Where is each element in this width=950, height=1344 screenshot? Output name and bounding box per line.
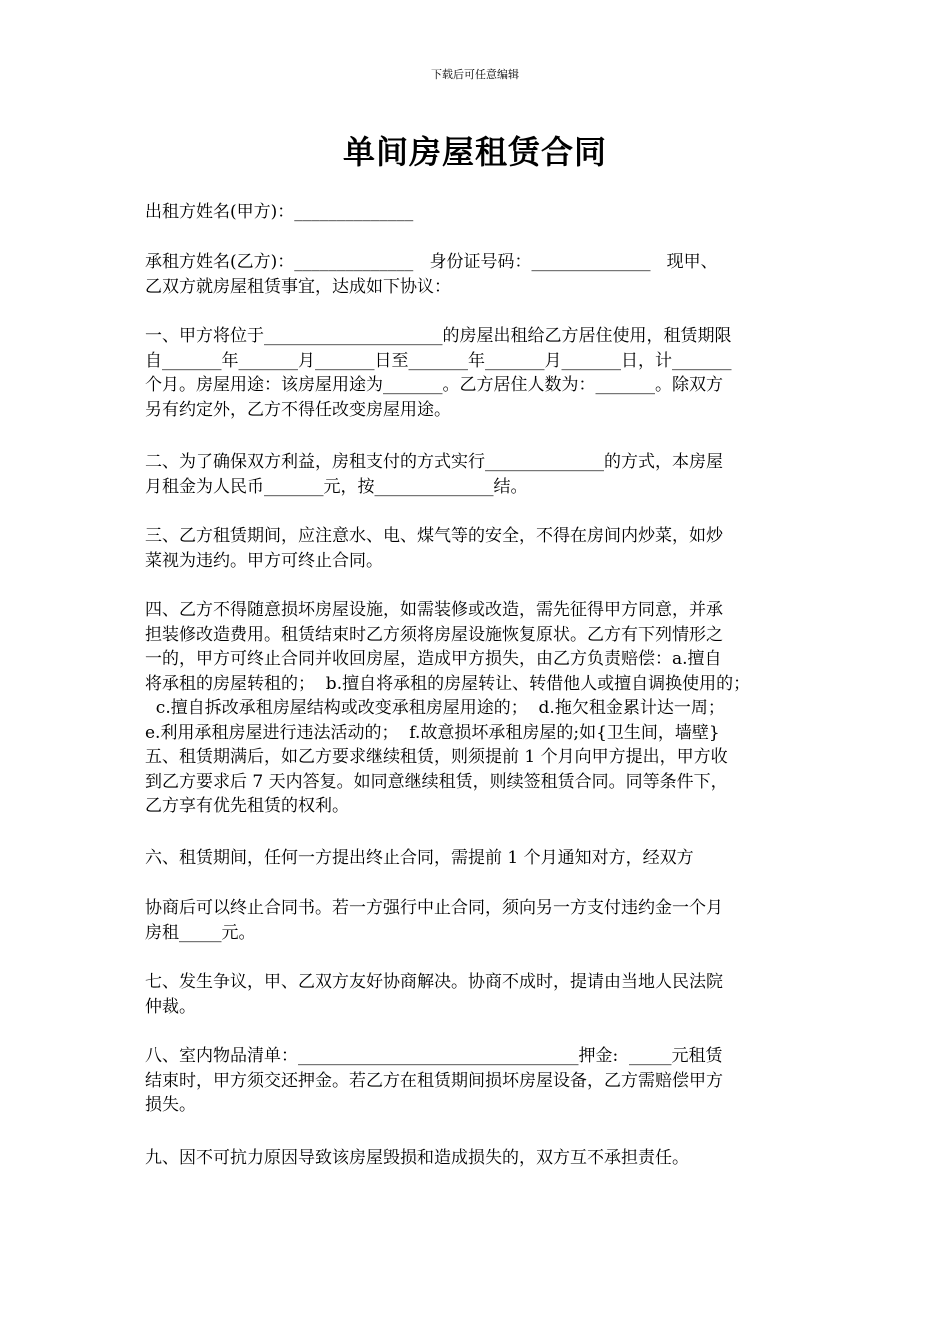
header-note: 下载后可任意编辑: [431, 68, 519, 81]
clause-paragraph: [145, 250, 825, 299]
clause-line: 仲裁。: [145, 996, 196, 1017]
clause-line: 九、因不可抗力原因导致该房屋毁损和造成损失的，双方互不承担责任。: [145, 1148, 689, 1168]
clause-line: 另有约定外，乙方不得任改变房屋用途。: [145, 399, 451, 420]
clause-line: 损失。: [145, 1095, 196, 1115]
clause-line: 个月。房屋用途：该房屋用途为_______。乙方居住人数为：_______。除双方: [145, 375, 723, 395]
clause-line: 自_______年_______月_______日至_______年_______月_______日，计_______: [145, 350, 732, 371]
clause-paragraph: [145, 1146, 825, 1171]
clause-paragraph: [145, 200, 825, 225]
clause-line: 五、租赁期满后，如乙方要求继续租赁，则须提前 1 个月向甲方提出，甲方收: [145, 747, 728, 767]
clause-line: 承租方姓名(乙方)：______________ 身份证号码：______________ 现甲、: [145, 252, 718, 272]
clause-paragraph: [145, 970, 825, 1019]
clause-line: 二、为了确保双方利益，房租支付的方式实行______________的方式，本房屋: [145, 452, 723, 472]
clause-line: 六、租赁期间，任何一方提出终止合同，需提前 1 个月通知对方，经双方: [145, 848, 694, 868]
clause-paragraph: [145, 450, 825, 499]
clause-line: 菜视为违约。甲方可终止合同。: [145, 550, 383, 571]
clause-line: 乙双方就房屋租赁事宜，达成如下协议：: [145, 276, 451, 297]
clause-line: 房租_____元。: [145, 922, 256, 943]
clause-line: 七、发生争议，甲、乙双方友好协商解决。协商不成时，提请由当地人民法院: [145, 972, 723, 992]
clause-line: 出租方姓名(甲方)：______________: [145, 202, 414, 222]
clause-line: 四、乙方不得随意损坏房屋设施，如需装修或改造，需先征得甲方同意，并承: [145, 600, 723, 620]
clause-paragraph: [145, 1044, 825, 1118]
clause-line: 协商后可以终止合同书。若一方强行中止合同，须向另一方支付违约金一个月: [145, 898, 723, 918]
clause-paragraph: [145, 324, 825, 422]
clause-line: 八、室内物品清单：_________________________________押金: _____元租赁: [145, 1046, 723, 1066]
clause-paragraph: [145, 598, 825, 819]
clause-line: 乙方享有优先租赁的权利。: [145, 796, 349, 816]
clause-paragraph: [145, 846, 825, 871]
clause-line: 月租金为人民币_______元，按______________结。: [145, 476, 528, 497]
clause-paragraph: [145, 896, 825, 945]
clause-line: 一的，甲方可终止合同并收回房屋，造成甲方损失，由乙方负责赔偿：a.擅自: [145, 649, 722, 669]
clause-line: 结束时，甲方须交还押金。若乙方在租赁期间损坏房屋设备，乙方需赔偿甲方: [145, 1070, 723, 1091]
clause-line: 将承租的房屋转租的； b.擅自将承租的房屋转让、转借他人或擅自调换使用的；: [145, 673, 751, 694]
clause-paragraph: [145, 524, 825, 573]
document-title: 单间房屋租赁合同: [342, 133, 607, 171]
clause-line: c.擅自拆改承租房屋结构或改变承租房屋用途的； d.拖欠租金累计达一周；: [145, 698, 725, 718]
clause-line: e.利用承租房屋进行违法活动的； f.故意损坏承租房屋的;如{卫生间，墙壁}: [145, 722, 720, 743]
clause-line: 一、甲方将位于_____________________的房屋出租给乙方居住使用，租赁期限: [145, 326, 732, 346]
clause-line: 三、乙方租赁期间，应注意水、电、煤气等的安全，不得在房间内炒菜，如炒: [145, 526, 723, 546]
clause-line: 担装修改造费用。租赁结束时乙方须将房屋设施恢复原状。乙方有下列情形之: [145, 624, 723, 645]
clause-line: 到乙方要求后 7 天内答复。如同意继续租赁，则续签租赁合同。同等条件下，: [145, 771, 728, 792]
